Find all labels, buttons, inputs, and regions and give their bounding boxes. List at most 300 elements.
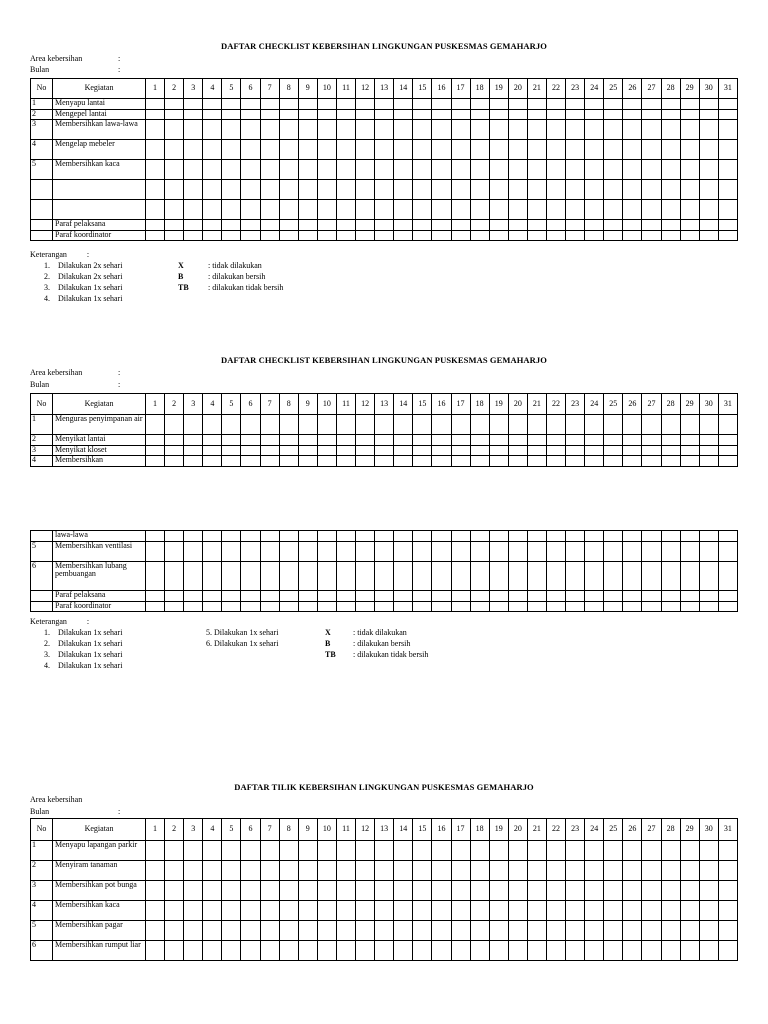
day-cell — [241, 841, 260, 861]
day-cell — [317, 180, 336, 200]
day-cell — [566, 140, 585, 160]
day-cell — [680, 541, 699, 561]
day-cell — [203, 881, 222, 901]
day-cell — [642, 541, 661, 561]
day-cell — [470, 881, 489, 901]
day-cell — [184, 120, 203, 140]
day-cell — [604, 531, 623, 542]
day-cell — [146, 200, 165, 220]
day-cell — [413, 230, 432, 241]
day-cell — [146, 180, 165, 200]
day-cell — [527, 120, 546, 140]
day-cell — [680, 415, 699, 435]
day-cell — [432, 120, 451, 140]
day-cell — [146, 841, 165, 861]
day-header: 10 — [317, 79, 336, 99]
legend-desc: : tidak dilakukan — [208, 261, 262, 270]
day-cell — [470, 220, 489, 231]
day-cell — [623, 601, 642, 612]
day-cell — [222, 881, 241, 901]
day-header: 9 — [298, 79, 317, 99]
day-header: 13 — [375, 394, 394, 415]
day-cell — [413, 921, 432, 941]
day-cell — [184, 180, 203, 200]
day-cell — [470, 531, 489, 542]
keterangan-number: 2. — [44, 639, 50, 648]
day-cell — [432, 220, 451, 231]
day-cell — [146, 435, 165, 446]
day-header: 28 — [661, 819, 680, 841]
day-cell — [165, 140, 184, 160]
day-cell — [184, 841, 203, 861]
kegiatan-header: Kegiatan — [53, 819, 146, 841]
day-cell — [184, 200, 203, 220]
day-cell — [546, 230, 565, 241]
day-cell — [623, 561, 642, 591]
day-cell — [336, 220, 355, 231]
day-cell — [146, 901, 165, 921]
day-cell — [623, 415, 642, 435]
day-cell — [661, 861, 680, 881]
section-2-checklist-table-top — [30, 393, 738, 467]
day-cell — [680, 230, 699, 241]
keterangan-number: 1. — [44, 261, 50, 270]
day-cell — [356, 881, 375, 901]
day-cell — [413, 861, 432, 881]
day-cell — [356, 901, 375, 921]
section-3-area-label — [30, 795, 118, 805]
section-2-checklist-table-bottom — [30, 530, 738, 612]
day-cell — [356, 921, 375, 941]
table-row — [31, 881, 738, 901]
day-cell — [241, 415, 260, 435]
day-cell — [718, 901, 737, 921]
day-cell — [451, 921, 470, 941]
day-cell — [184, 561, 203, 591]
day-cell — [356, 541, 375, 561]
day-cell — [470, 601, 489, 612]
day-header: 14 — [394, 394, 413, 415]
day-cell — [451, 120, 470, 140]
day-cell — [298, 200, 317, 220]
day-cell — [451, 531, 470, 542]
day-cell — [604, 120, 623, 140]
day-cell — [585, 220, 604, 231]
day-cell — [470, 200, 489, 220]
day-cell — [165, 901, 184, 921]
day-header: 7 — [260, 819, 279, 841]
day-cell — [356, 561, 375, 591]
day-header: 15 — [413, 79, 432, 99]
day-cell — [241, 601, 260, 612]
day-cell — [604, 99, 623, 110]
day-cell — [661, 180, 680, 200]
day-cell — [375, 601, 394, 612]
day-cell — [413, 531, 432, 542]
day-cell — [527, 921, 546, 941]
day-cell — [489, 445, 508, 456]
day-cell — [585, 941, 604, 961]
row-no: 2 — [31, 109, 53, 120]
day-cell — [260, 220, 279, 231]
day-cell — [222, 99, 241, 110]
day-cell — [527, 109, 546, 120]
day-cell — [146, 541, 165, 561]
day-header: 20 — [508, 394, 527, 415]
day-header: 16 — [432, 819, 451, 841]
day-cell — [394, 901, 413, 921]
day-cell — [336, 901, 355, 921]
day-cell — [661, 541, 680, 561]
day-header: 8 — [279, 819, 298, 841]
day-header: 9 — [298, 394, 317, 415]
day-header: 22 — [546, 79, 565, 99]
row-no: 3 — [31, 881, 53, 901]
day-cell — [661, 901, 680, 921]
day-header: 25 — [604, 819, 623, 841]
day-cell — [451, 200, 470, 220]
day-cell — [508, 435, 527, 446]
day-cell — [623, 901, 642, 921]
day-cell — [298, 591, 317, 602]
day-cell — [680, 561, 699, 591]
day-cell — [604, 230, 623, 241]
day-cell — [375, 901, 394, 921]
day-cell — [451, 591, 470, 602]
day-cell — [566, 901, 585, 921]
day-cell — [661, 531, 680, 542]
day-cell — [279, 456, 298, 467]
day-cell — [546, 99, 565, 110]
day-cell — [222, 456, 241, 467]
day-cell — [451, 220, 470, 231]
day-cell — [146, 445, 165, 456]
day-header: 16 — [432, 394, 451, 415]
day-cell — [585, 160, 604, 180]
day-header: 30 — [699, 819, 718, 841]
row-no: 5 — [31, 160, 53, 180]
day-cell — [165, 591, 184, 602]
day-cell — [394, 541, 413, 561]
day-cell — [642, 220, 661, 231]
day-cell — [470, 180, 489, 200]
day-cell — [203, 435, 222, 446]
section-2-area-label — [30, 368, 120, 378]
keterangan-item: Dilakukan 2x sehari — [58, 261, 123, 270]
day-cell — [394, 140, 413, 160]
day-cell — [604, 200, 623, 220]
row-kegiatan: Membersihkan pot bunga — [53, 881, 146, 901]
day-cell — [356, 220, 375, 231]
no-header: No — [31, 819, 53, 841]
day-cell — [546, 531, 565, 542]
day-cell — [241, 120, 260, 140]
row-no: 4 — [31, 456, 53, 467]
day-cell — [546, 160, 565, 180]
day-cell — [585, 180, 604, 200]
day-cell — [356, 601, 375, 612]
day-cell — [222, 109, 241, 120]
day-header: 18 — [470, 819, 489, 841]
day-cell — [222, 180, 241, 200]
day-cell — [336, 591, 355, 602]
day-cell — [222, 445, 241, 456]
day-cell — [203, 861, 222, 881]
day-cell — [298, 531, 317, 542]
table-row — [31, 456, 738, 467]
day-cell — [375, 200, 394, 220]
table-row — [31, 109, 738, 120]
day-cell — [279, 99, 298, 110]
day-cell — [165, 109, 184, 120]
day-cell — [260, 435, 279, 446]
day-cell — [336, 561, 355, 591]
row-no: 5 — [31, 541, 53, 561]
day-cell — [317, 541, 336, 561]
day-cell — [317, 230, 336, 241]
day-cell — [604, 435, 623, 446]
day-cell — [432, 921, 451, 941]
day-cell — [203, 601, 222, 612]
day-cell — [375, 456, 394, 467]
day-cell — [317, 435, 336, 446]
row-kegiatan: Membersihkan rumput liar — [53, 941, 146, 961]
day-cell — [165, 601, 184, 612]
day-cell — [317, 841, 336, 861]
day-cell — [699, 99, 718, 110]
day-cell — [184, 140, 203, 160]
day-cell — [413, 591, 432, 602]
day-cell — [260, 140, 279, 160]
day-cell — [546, 445, 565, 456]
day-cell — [699, 591, 718, 602]
day-header: 20 — [508, 79, 527, 99]
day-cell — [566, 841, 585, 861]
day-cell — [546, 601, 565, 612]
day-cell — [508, 160, 527, 180]
day-cell — [718, 220, 737, 231]
day-cell — [566, 160, 585, 180]
day-cell — [298, 415, 317, 435]
day-cell — [623, 220, 642, 231]
day-cell — [470, 941, 489, 961]
table-row — [31, 415, 738, 435]
day-cell — [279, 160, 298, 180]
day-cell — [165, 435, 184, 446]
day-cell — [604, 881, 623, 901]
day-cell — [413, 881, 432, 901]
day-header: 4 — [203, 79, 222, 99]
day-cell — [260, 881, 279, 901]
day-cell — [451, 861, 470, 881]
day-cell — [203, 200, 222, 220]
section-2-title: DAFTAR CHECKLIST KEBERSIHAN LINGKUNGAN PUSKESMAS GEMAHARJO — [221, 355, 547, 365]
day-cell — [508, 180, 527, 200]
day-cell — [394, 861, 413, 881]
day-header: 5 — [222, 394, 241, 415]
colon: : — [118, 807, 121, 816]
day-cell — [470, 841, 489, 861]
day-cell — [260, 841, 279, 861]
day-cell — [489, 415, 508, 435]
day-cell — [146, 230, 165, 241]
day-cell — [260, 591, 279, 602]
day-cell — [718, 160, 737, 180]
day-cell — [222, 531, 241, 542]
day-cell — [699, 415, 718, 435]
day-cell — [298, 541, 317, 561]
day-header: 13 — [375, 79, 394, 99]
day-cell — [508, 531, 527, 542]
row-kegiatan: Menyapu lantai — [53, 99, 146, 110]
day-cell — [394, 561, 413, 591]
day-cell — [184, 921, 203, 941]
day-cell — [394, 445, 413, 456]
day-cell — [146, 861, 165, 881]
day-cell — [432, 109, 451, 120]
day-cell — [623, 99, 642, 110]
kegiatan-header: Kegiatan — [53, 394, 146, 415]
day-cell — [718, 921, 737, 941]
day-cell — [680, 200, 699, 220]
day-cell — [585, 531, 604, 542]
table-row — [31, 230, 738, 241]
day-cell — [527, 941, 546, 961]
day-cell — [623, 941, 642, 961]
day-cell — [298, 99, 317, 110]
day-cell — [489, 220, 508, 231]
day-cell — [413, 445, 432, 456]
day-cell — [661, 200, 680, 220]
day-cell — [489, 861, 508, 881]
day-cell — [680, 861, 699, 881]
day-cell — [432, 445, 451, 456]
day-cell — [413, 160, 432, 180]
row-kegiatan: Menyikat kloset — [53, 445, 146, 456]
day-cell — [661, 881, 680, 901]
row-kegiatan: Menyiram tanaman — [53, 861, 146, 881]
day-cell — [260, 200, 279, 220]
day-cell — [699, 941, 718, 961]
day-cell — [585, 99, 604, 110]
day-cell — [566, 591, 585, 602]
day-cell — [260, 120, 279, 140]
day-cell — [623, 180, 642, 200]
day-cell — [394, 109, 413, 120]
day-cell — [604, 180, 623, 200]
day-cell — [432, 180, 451, 200]
day-cell — [241, 230, 260, 241]
day-cell — [699, 140, 718, 160]
section-3-checklist-table — [30, 818, 738, 961]
day-cell — [375, 445, 394, 456]
day-header: 21 — [527, 819, 546, 841]
table-row — [31, 901, 738, 921]
bulan-label: Bulan — [30, 380, 50, 389]
day-cell — [508, 140, 527, 160]
day-header: 8 — [279, 79, 298, 99]
day-cell — [470, 921, 489, 941]
day-cell — [260, 109, 279, 120]
day-cell — [146, 109, 165, 120]
day-cell — [527, 541, 546, 561]
day-header: 10 — [317, 819, 336, 841]
day-cell — [470, 541, 489, 561]
day-header: 22 — [546, 819, 565, 841]
day-cell — [489, 921, 508, 941]
day-cell — [260, 160, 279, 180]
day-cell — [508, 445, 527, 456]
day-cell — [451, 456, 470, 467]
day-cell — [489, 109, 508, 120]
day-header: 12 — [356, 394, 375, 415]
day-cell — [718, 140, 737, 160]
day-cell — [699, 901, 718, 921]
day-cell — [336, 456, 355, 467]
day-cell — [394, 531, 413, 542]
day-cell — [146, 140, 165, 160]
day-cell — [279, 941, 298, 961]
day-cell — [642, 435, 661, 446]
day-cell — [432, 561, 451, 591]
day-cell — [470, 901, 489, 921]
row-kegiatan: Paraf koordinator — [53, 601, 146, 612]
day-cell — [184, 591, 203, 602]
legend-desc: : dilakukan tidak bersih — [353, 650, 429, 659]
day-cell — [432, 160, 451, 180]
day-cell — [470, 591, 489, 602]
day-cell — [241, 140, 260, 160]
day-cell — [279, 591, 298, 602]
day-cell — [489, 541, 508, 561]
day-cell — [432, 861, 451, 881]
day-cell — [241, 160, 260, 180]
day-cell — [317, 99, 336, 110]
day-cell — [336, 99, 355, 110]
day-header: 19 — [489, 79, 508, 99]
day-cell — [146, 99, 165, 110]
day-cell — [146, 921, 165, 941]
day-header: 28 — [661, 394, 680, 415]
row-no: 3 — [31, 445, 53, 456]
day-cell — [279, 230, 298, 241]
day-cell — [642, 881, 661, 901]
day-cell — [394, 601, 413, 612]
table-row — [31, 435, 738, 446]
day-header: 27 — [642, 819, 661, 841]
day-cell — [222, 601, 241, 612]
day-cell — [298, 230, 317, 241]
day-cell — [375, 591, 394, 602]
legend-code: B — [178, 272, 184, 281]
day-cell — [184, 901, 203, 921]
day-cell — [527, 99, 546, 110]
day-cell — [527, 901, 546, 921]
day-cell — [356, 841, 375, 861]
day-cell — [375, 531, 394, 542]
day-cell — [508, 561, 527, 591]
colon: : — [86, 250, 90, 259]
day-header: 3 — [184, 394, 203, 415]
legend-code: TB — [325, 650, 336, 659]
day-cell — [260, 531, 279, 542]
day-cell — [489, 841, 508, 861]
colon: : — [118, 54, 121, 63]
day-cell — [623, 230, 642, 241]
day-cell — [222, 230, 241, 241]
day-cell — [470, 160, 489, 180]
day-cell — [489, 881, 508, 901]
